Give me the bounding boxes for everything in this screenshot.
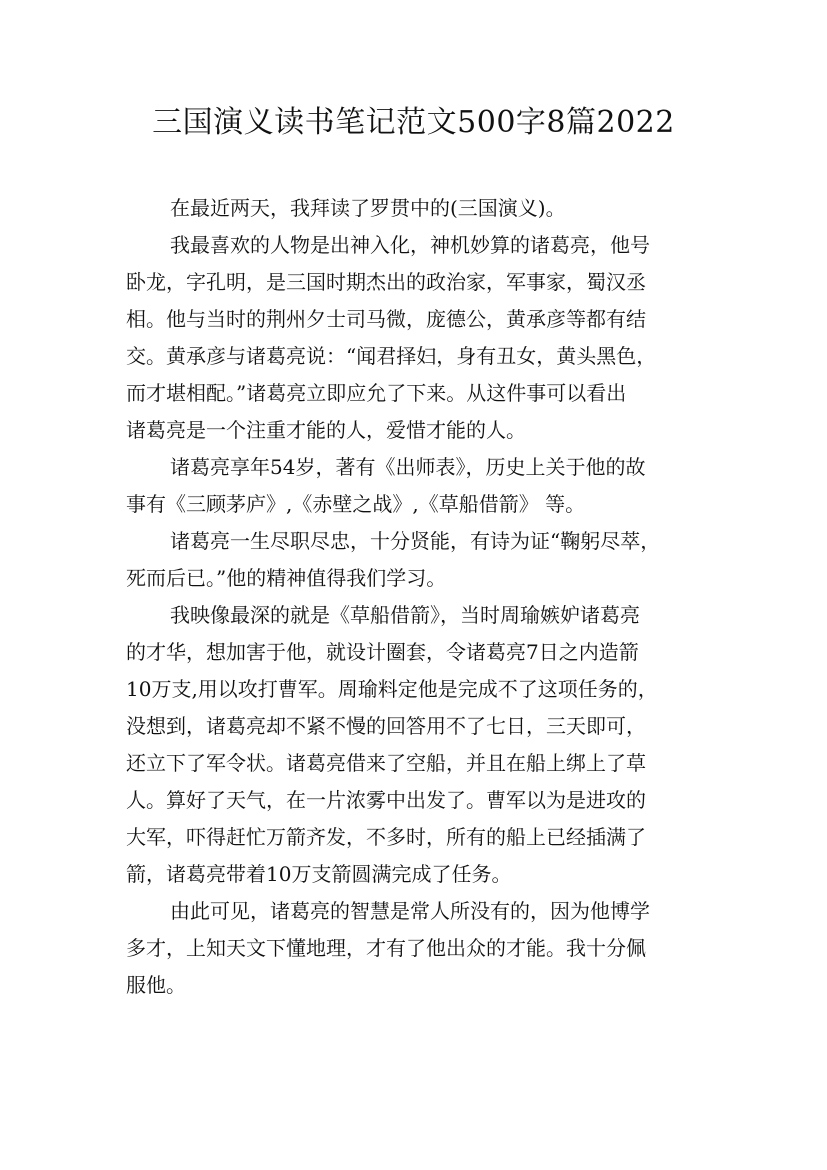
document-body <box>126 190 702 1004</box>
text-line: 在最近两天，我拜读了罗贯中的(三国演义)。 <box>170 196 566 220</box>
text-line: 诸葛亮一生尽职尽忠，十分贤能，有诗为证“鞠躬尽萃， <box>170 529 661 553</box>
text-line: 没想到，诸葛亮却不紧不慢的回答用不了七日，三天即可， <box>126 714 646 738</box>
text-line: 箭，诸葛亮带着10万支箭圆满完成了任务。 <box>126 862 512 886</box>
text-line: 死而后已。”他的精神值得我们学习。 <box>126 566 447 590</box>
text-line: 的才华，想加害于他，就设计圈套，令诸葛亮7日之内造箭 <box>126 640 639 664</box>
text-line: 而才堪相配。”诸葛亮立即应允了下来。从这件事可以看出 <box>126 381 627 405</box>
paragraph-1 <box>126 190 702 227</box>
text-line: 服他。 <box>126 973 186 997</box>
paragraph-6 <box>126 893 702 1004</box>
paragraph-4 <box>126 523 702 597</box>
text-line: 多才，上知天文下懂地理，才有了他出众的才能。我十分佩 <box>126 936 646 960</box>
text-line: 诸葛亮享年54岁，著有《出师表》，历史上关于他的故 <box>170 455 646 479</box>
paragraph-2 <box>126 227 702 449</box>
paragraph-5 <box>126 597 702 893</box>
text-line: 交。黄承彦与诸葛亮说：“闻君择妇，身有丑女，黄头黑色， <box>126 344 657 368</box>
page-title: 三国演义读书笔记范文500字8篇2022 <box>152 105 675 140</box>
text-line: 我最喜欢的人物是出神入化，神机妙算的诸葛亮，他号 <box>170 233 650 257</box>
text-line: 我映像最深的就是《草船借箭》，当时周瑜嫉妒诸葛亮 <box>170 603 640 627</box>
text-line: 事有《三顾茅庐》,《赤壁之战》,《草船借箭》 等。 <box>126 492 586 516</box>
text-line: 大军，吓得赶忙万箭齐发，不多时，所有的船上已经插满了 <box>126 825 646 849</box>
text-line: 还立下了军令状。诸葛亮借来了空船，并且在船上绑上了草 <box>126 751 646 775</box>
text-line: 诸葛亮是一个注重才能的人，爱惜才能的人。 <box>126 418 526 442</box>
text-line: 人。算好了天气，在一片浓雾中出发了。曹军以为是进攻的 <box>126 788 646 812</box>
text-line: 由此可见，诸葛亮的智慧是常人所没有的，因为他博学 <box>170 899 650 923</box>
text-line: 卧龙，字孔明，是三国时期杰出的政治家，军事家，蜀汉丞 <box>126 270 646 294</box>
text-line: 10万支,用以攻打曹军。周瑜料定他是完成不了这项任务的， <box>126 677 658 701</box>
paragraph-3 <box>126 449 702 523</box>
text-line: 相。他与当时的荆州夕士司马微，庞德公，黄承彦等都有结 <box>126 307 646 331</box>
